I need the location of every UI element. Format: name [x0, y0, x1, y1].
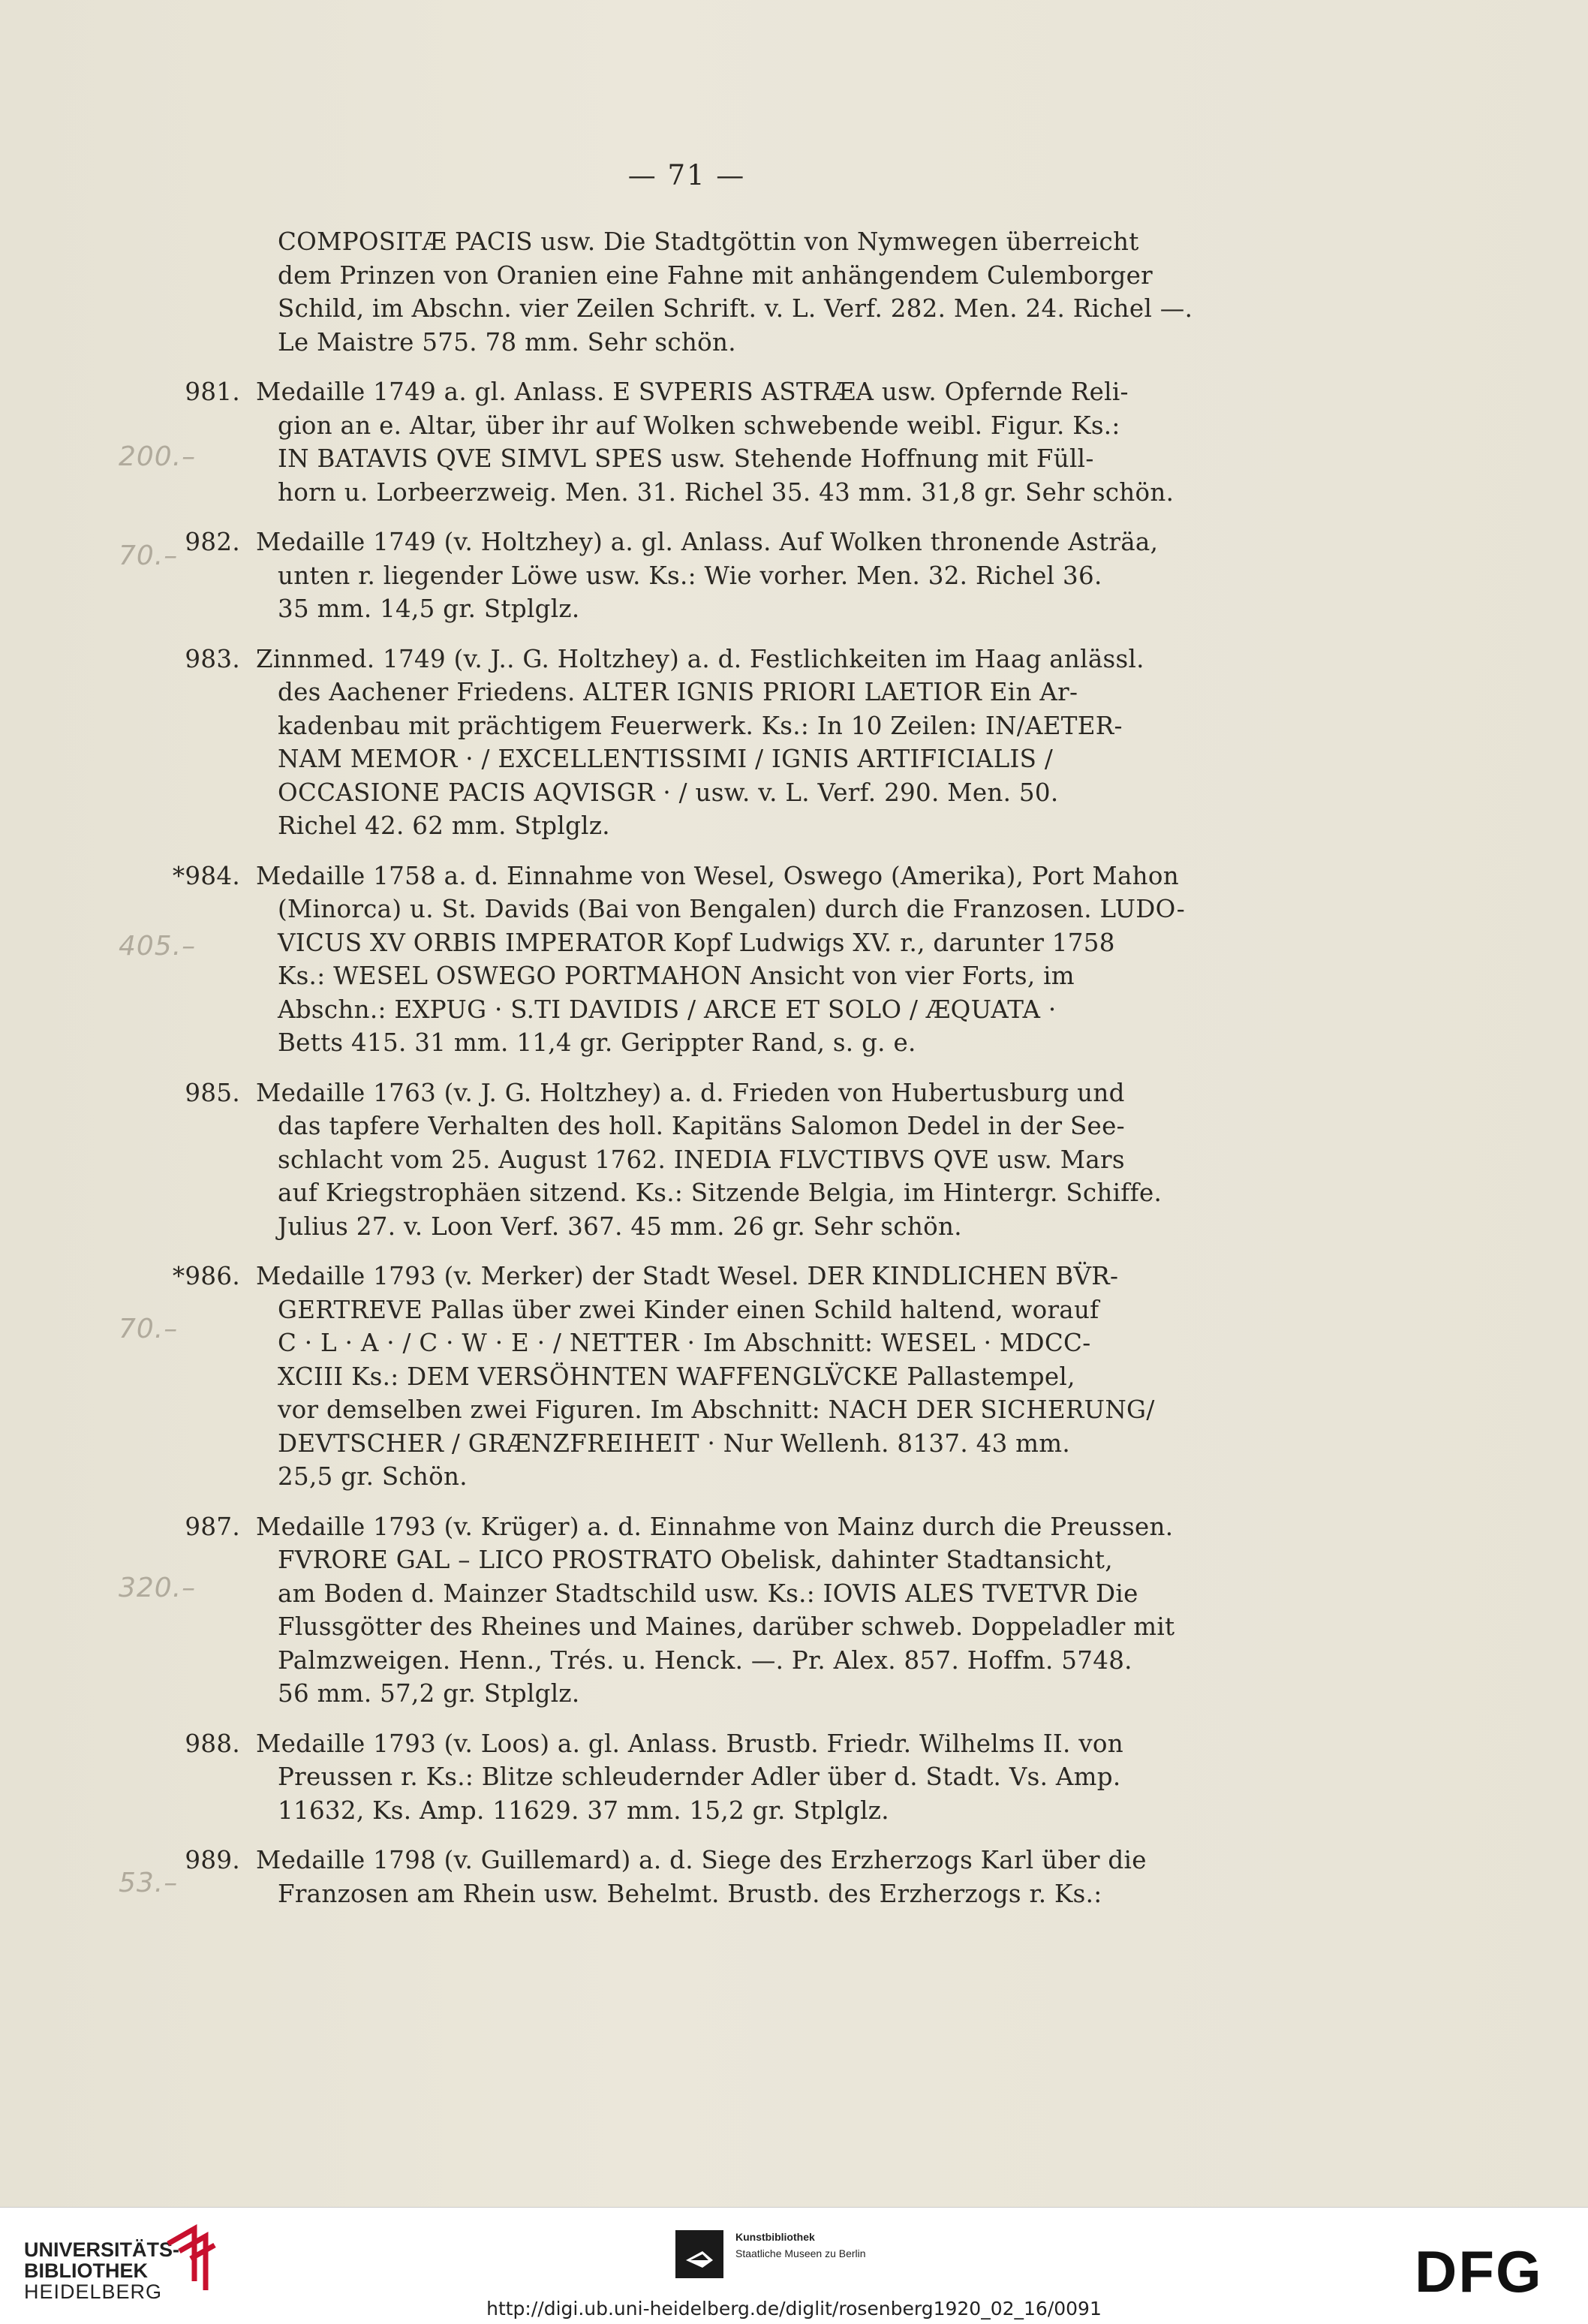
text-line: GERTREVE Pallas über zwei Kinder einen Schild haltend, worauf: [278, 1295, 1099, 1324]
page-url-link[interactable]: http://digi.ub.uni-heidelberg.de/diglit/rosenberg1920_02_16/0091: [486, 2298, 1102, 2319]
kb-line2: Staatliche Museen zu Berlin: [735, 2247, 866, 2259]
text-line: Medaille 1763 (v. J. G. Holtzhey) a. d. Frieden von Hubertusburg und: [256, 1078, 1125, 1107]
entry-number: 989.: [185, 1846, 240, 1874]
text-line: kadenbau mit prächtigem Feuerwerk. Ks.: In 10 Zeilen: IN/AETER-: [278, 711, 1123, 740]
pencil-price-note: 70.–: [119, 1314, 179, 1344]
pencil-price-note: 70.–: [119, 540, 179, 571]
ub-heidelberg-logo-icon[interactable]: [161, 2221, 221, 2296]
text-line: horn u. Lorbeerzweig. Men. 31. Richel 35. 43 mm. 31,8 gr. Sehr schön.: [278, 477, 1174, 507]
ub-line3: HEIDELBERG: [24, 2280, 163, 2303]
entry-number: 987.: [185, 1512, 240, 1541]
text-line: Preussen r. Ks.: Blitze schleudernder Adler über d. Stadt. Vs. Amp.: [278, 1763, 1121, 1791]
footer-bar: [0, 2207, 1588, 2324]
entry-number: 981.: [185, 378, 240, 406]
text-line: Zinnmed. 1749 (v. J.. G. Holtzhey) a. d. Festlichkeiten im Haag anlässl.: [256, 644, 1144, 673]
kunstbibliothek-logo-icon[interactable]: [675, 2230, 723, 2278]
catalogue-entry: [171, 643, 1252, 843]
text-line: FVRORE GAL – LICO PROSTRATO Obelisk, dahinter Stadtansicht,: [278, 1546, 1113, 1574]
entry-number: 982.: [185, 528, 240, 556]
text-line: XCIII Ks.: DEM VERSÖHNTEN WAFFENGLV̈CKE Pallastempel,: [278, 1362, 1075, 1391]
text-line: Medaille 1793 (v. Merker) der Stadt Wesel. DER KINDLICHEN BV̈R-: [256, 1262, 1119, 1290]
text-line: Franzosen am Rhein usw. Behelmt. Brustb. des Erzherzogs r. Ks.:: [278, 1879, 1102, 1908]
text-line: NAM MEMOR · / EXCELLENTISSIMI / IGNIS ARTIFICIALIS /: [278, 745, 1054, 773]
pencil-price-note: 405.–: [119, 931, 197, 962]
text-line: 25,5 gr. Schön.: [278, 1462, 468, 1491]
text-line: Palmzweigen. Henn., Trés. u. Henck. —. Pr. Alex. 857. Hoffm. 5748.: [278, 1645, 1132, 1675]
catalogue-entry: [171, 1844, 1252, 1910]
catalogue-entry: [171, 1260, 1252, 1494]
pencil-price-note: 53.–: [119, 1868, 179, 1898]
entry-number: 988.: [185, 1729, 240, 1758]
pencil-price-note: 200.–: [119, 441, 197, 472]
entry-number: *984.: [172, 861, 240, 890]
text-line: Medaille 1793 (v. Loos) a. gl. Anlass. Brustb. Friedr. Wilhelms II. von: [256, 1729, 1124, 1758]
text-line: Richel 42. 62 mm. Stplglz.: [278, 811, 610, 840]
text-line: C · L · A · / C · W · E · / NETTER · Im Abschnitt: WESEL · MDCC-: [278, 1329, 1091, 1357]
text-line: Le Maistre 575. 78 mm. Sehr schön.: [278, 327, 736, 357]
entry-number: 985.: [185, 1078, 240, 1107]
catalogue-entry: [171, 1076, 1252, 1244]
text-line: gion an e. Altar, über ihr auf Wolken schwebende weibl. Figur. Ks.:: [278, 411, 1120, 440]
text-line: DEVTSCHER / GRÆNZFREIHEIT · Nur Wellenh. 8137. 43 mm.: [278, 1428, 1071, 1458]
ub-line2: BIBLIOTHEK: [24, 2259, 148, 2282]
text-line: vor demselben zwei Figuren. Im Abschnitt: NACH DER SICHERUNG/: [278, 1395, 1155, 1424]
catalogue-entry: [171, 525, 1252, 626]
text-line: Schild, im Abschn. vier Zeilen Schrift. v. L. Verf. 282. Men. 24. Richel —.: [278, 294, 1193, 323]
catalogue-text: [171, 225, 1252, 1927]
ub-line1: UNIVERSITÄTS-: [24, 2238, 180, 2261]
text-line: Julius 27. v. Loon Verf. 367. 45 mm. 26 gr. Sehr schön.: [278, 1212, 962, 1241]
catalogue-entry: [171, 375, 1252, 509]
text-line: Medaille 1749 (v. Holtzhey) a. gl. Anlass. Auf Wolken thronende Asträa,: [256, 528, 1159, 556]
entry-continuation: [171, 225, 1252, 359]
text-line: IN BATAVIS QVE SIMVL SPES usw. Stehende Hoffnung mit Füll-: [278, 444, 1094, 473]
text-line: Medaille 1793 (v. Krüger) a. d. Einnahme von Mainz durch die Preussen.: [256, 1512, 1174, 1541]
kunstbibliothek-label[interactable]: [735, 2229, 866, 2262]
text-line: das tapfere Verhalten des holl. Kapitäns Salomon Dedel in der See-: [278, 1112, 1125, 1140]
text-line: des Aachener Friedens. ALTER IGNIS PRIORI LAETIOR Ein Ar-: [278, 678, 1078, 706]
text-line: 56 mm. 57,2 gr. Stplglz.: [278, 1679, 580, 1708]
text-line: unten r. liegender Löwe usw. Ks.: Wie vorher. Men. 32. Richel 36.: [278, 561, 1102, 590]
ub-heidelberg-label[interactable]: [24, 2239, 179, 2302]
text-line: 11632, Ks. Amp. 11629. 37 mm. 15,2 gr. Stplglz.: [278, 1796, 889, 1825]
entry-number: *986.: [172, 1262, 240, 1290]
text-line: Ks.: WESEL OSWEGO PORTMAHON Ansicht von vier Forts, im: [278, 962, 1075, 990]
catalogue-entry: [171, 1510, 1252, 1711]
text-line: Flussgötter des Rheines und Maines, darüber schweb. Doppeladler mit: [278, 1612, 1175, 1641]
catalogue-entry: [171, 859, 1252, 1060]
text-line: auf Kriegstrophäen sitzend. Ks.: Sitzende Belgia, im Hintergr. Schiffe.: [278, 1179, 1162, 1207]
text-line: 35 mm. 14,5 gr. Stplglz.: [278, 595, 580, 623]
dfg-logo[interactable]: DFG: [1415, 2238, 1543, 2304]
text-line: dem Prinzen von Oranien eine Fahne mit anhängendem Culemborger: [278, 260, 1153, 290]
text-line: Medaille 1798 (v. Guillemard) a. d. Siege des Erzherzogs Karl über die: [256, 1846, 1147, 1874]
text-line: schlacht vom 25. August 1762. INEDIA FLVCTIBVS QVE usw. Mars: [278, 1145, 1125, 1174]
page-number: — 71 —: [627, 159, 746, 191]
text-line: OCCASIONE PACIS AQVISGR · / usw. v. L. Verf. 290. Men. 50.: [278, 778, 1059, 807]
pencil-price-note: 320.–: [119, 1573, 197, 1603]
text-line: Medaille 1758 a. d. Einnahme von Wesel, Oswego (Amerika), Port Mahon: [256, 861, 1179, 890]
text-line: (Minorca) u. St. Davids (Bai von Bengalen) durch die Franzosen. LUDO-: [278, 895, 1186, 923]
kb-line1: Kunstbibliothek: [735, 2231, 815, 2243]
entry-number: 983.: [185, 644, 240, 673]
text-line: Abschn.: EXPUG · S.TI DAVIDIS / ARCE ET SOLO / ÆQUATA ·: [278, 995, 1057, 1024]
text-line: COMPOSITÆ PACIS usw. Die Stadtgöttin von Nymwegen überreicht: [278, 227, 1139, 256]
text-line: VICUS XV ORBIS IMPERATOR Kopf Ludwigs XV. r., darunter 1758: [278, 928, 1115, 957]
text-line: Medaille 1749 a. gl. Anlass. E SVPERIS ASTRÆA usw. Opfernde Reli-: [256, 378, 1129, 406]
catalogue-entry: [171, 1727, 1252, 1828]
text-line: am Boden d. Mainzer Stadtschild usw. Ks.: IOVIS ALES TVETVR Die: [278, 1579, 1138, 1608]
text-line: Betts 415. 31 mm. 11,4 gr. Gerippter Rand, s. g. e.: [278, 1028, 916, 1057]
